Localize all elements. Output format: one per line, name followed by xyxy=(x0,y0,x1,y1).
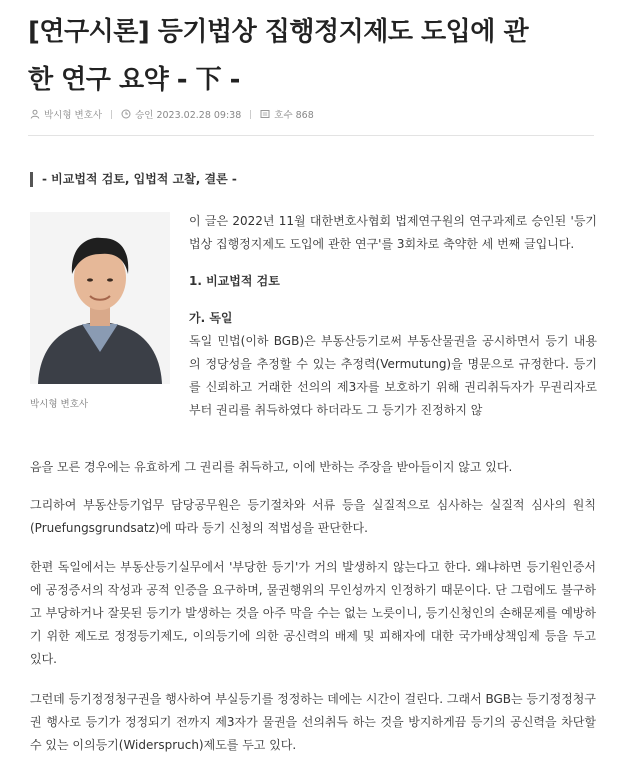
issue-meta[interactable] xyxy=(260,107,314,121)
meta-divider xyxy=(111,110,112,119)
article-subtitle: - 비교법적 검토, 입법적 고찰, 결론 - xyxy=(30,172,237,187)
paragraph-2: 그리하여 부동산등기업무 담당공무원은 등기절차와 서류 등을 실질적으로 심사하는 실질적 심사의 원칙(Pruefungsgrundsatz)에 따라 등기 신청의 적법성을 판단한다. xyxy=(30,498,596,535)
paragraph-1-continued: 음을 모른 경우에는 유효하게 그 권리를 취득하고, 이에 반하는 주장을 받아들이지 않고 있다. xyxy=(30,460,513,474)
article-title xyxy=(28,8,608,104)
issue-number: 호수 868 xyxy=(274,110,314,121)
clock-icon xyxy=(121,109,131,119)
article-meta xyxy=(30,107,314,121)
author-photo[interactable] xyxy=(30,212,170,384)
article-body-top xyxy=(189,210,597,422)
paragraph-4: 그런데 등기정정청구권을 행사하여 부실등기를 정정하는 데에는 시간이 걸린다. 그래서 BGB는 등기정정청구권 행사로 등기가 정정되기 전까지 제3자가 물권을 선의취득 하는 것을 방지하게끔 등기의 공신력을 차단할 수 있는 이의등기(Widerspruch)제도를 두고 있다. xyxy=(30,692,596,752)
approved-date: 승인 2023.02.28 09:38 xyxy=(135,110,242,121)
photo-caption: 박시형 변호사 xyxy=(30,399,89,410)
meta-divider xyxy=(250,110,251,119)
author-portrait-image xyxy=(30,212,170,384)
subsection-heading: 가. 독일 xyxy=(189,311,233,325)
person-icon xyxy=(30,109,40,119)
newspaper-icon xyxy=(260,109,270,119)
author-meta[interactable] xyxy=(30,107,102,121)
header-divider xyxy=(28,135,594,136)
author-name: 박시형 변호사 xyxy=(44,110,103,121)
intro-paragraph: 이 글은 2022년 11월 대한변호사협회 법제연구원의 연구과제로 승인된 '등기법상 집행정지제도 도입에 관한 연구'를 3회차로 축약한 세 번째 글입니다. xyxy=(189,214,597,251)
section-heading: 1. 비교법적 검토 xyxy=(189,274,280,288)
approved-meta xyxy=(121,107,241,121)
title-line-2: 한 연구 요약 - 下 - xyxy=(28,65,240,95)
title-line-1: [연구시론] 등기법상 집행정지제도 도입에 관 xyxy=(28,17,529,47)
paragraph-3: 한편 독일에서는 부동산등기실무에서 '부당한 등기'가 거의 발생하지 않는다고 한다. 왜냐하면 등기원인증서에 공정증서의 작성과 공적 인증을 요구하며, 물권행위의 무인성까지 인정하기 때문이다. 단 그럼에도 불구하고 부당하거나 잘못된 등기가 발생하는 것을 아주 막을 수는 없는 노릇이니, 등기신청인의 손해문제를 예방하기 위한 제도로 정정등기제도, 이의등기에 의한 공신력의 배제 및 피해자에 대한 국가배상책임제 등을 두고 있다. xyxy=(30,560,596,666)
paragraph-1: 독일 민법(이하 BGB)은 부동산등기로써 부동산물권을 공시하면서 등기 내용의 정당성을 추정할 수 있는 추정력(Vermutung)을 명문으로 규정한다. 등기를 신뢰하고 거래한 선의의 제3자를 보호하기 위해 권리취득자가 무권리자로부터 권리를 취득하였다 하더라도 그 등기가 진정하지 않 xyxy=(189,334,597,417)
